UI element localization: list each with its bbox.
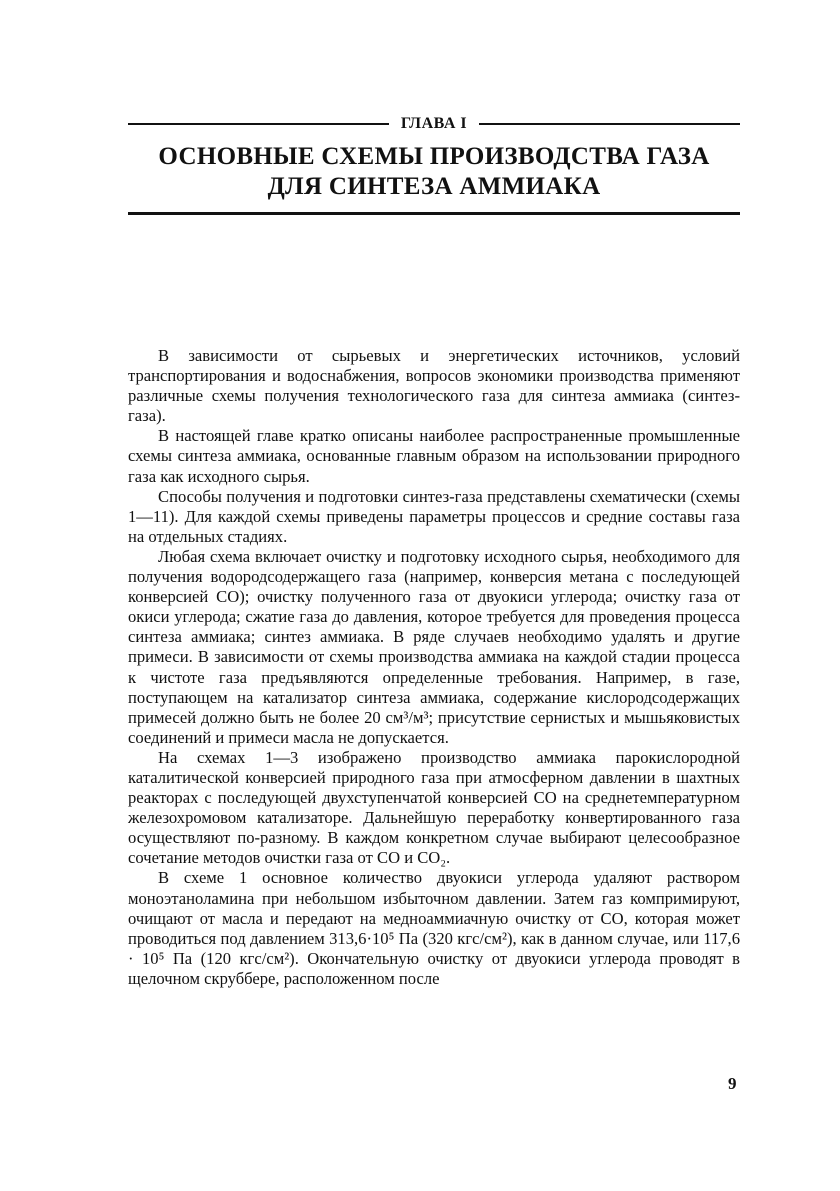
page-number: 9 [728,1074,737,1093]
chapter-title [128,142,740,202]
paragraph-2: В настоящей главе кратко описаны наиболее распространенные промышленные схемы синтеза аммиака, основанные главным образом на использовании природного газа как исходного сырья. [128,426,740,486]
chapter-rule-left [128,123,389,125]
paragraph-5: На схемах 1—3 изображено производство аммиака парокислородной каталитической конверсией природного газа при атмосферном давлении в шахтных реакторах с последующей двухступенчатой конверсией CO на среднетемпературном железохромовом катализаторе. Дальнейшую переработку конвертированного газа осуществляют по-разному. В каждом конкретном случае выбирают целесообразное сочетание методов очистки газа от CO и CO₂. [128,747,740,868]
paragraph-1: В зависимости от сырьевых и энергетических источников, условий транспортирования и водоснабжения, вопросов экономики производства применяют различные схемы получения технологического газа для синтеза аммиака (синтез-газа). [128,346,740,426]
paragraph-6: В схеме 1 основное количество двуокиси углерода удаляют раствором моноэтаноламина при небольшом избыточном давлении. Затем газ компримируют, очищают от масла и передают на медноаммиачную очистку от CO, которая может проводиться под давлением 313,6·10⁵ Па (320 кгс/см²), как в данном случае, или 117,6 · 10⁵ Па (120 кгс/см²). Окончательную очистку от двуокиси углерода проводят в щелочном скруббере, расположенном после [128,868,740,988]
chapter-title-line-2: ДЛЯ СИНТЕЗА АММИАКА [267,173,601,200]
chapter-title-line-1: ОСНОВНЫЕ СХЕМЫ ПРОИЗВОДСТВА ГАЗА [158,143,710,170]
paragraph-3: Способы получения и подготовки синтез-газа представлены схематически (схемы 1—11). Для каждой схемы приведены параметры процессов и средние составы газа на отдельных стадиях. [128,486,740,546]
chapter-header [128,114,740,134]
paragraph-4: Любая схема включает очистку и подготовку исходного сырья, необходимого для получения водородсодержащего газа (например, конверсия метана с последующей конверсией CO); очистку полученного газа от двуокиси углерода; очистку газа от окиси углерода; сжатие газа до давления, которое требуется для проведения процесса синтеза аммиака; синтез аммиака. В ряде случаев необходимо удалять и другие примеси. В зависимости от схемы производства аммиака на каждой стадии процесса к чистоте газа предъявляются определенные требования. Например, в газе, поступающем на катализатор синтеза аммиака, содержание кислородсодержащих примесей должно быть не более 20 см³/м³; присутствие сернистых и мышьяковистых соединений и примеси масла не допускается. [128,546,740,747]
body-text [128,346,740,989]
chapter-rule-right [479,123,740,125]
chapter-label: ГЛАВА I [400,115,468,132]
title-rule [128,212,740,215]
